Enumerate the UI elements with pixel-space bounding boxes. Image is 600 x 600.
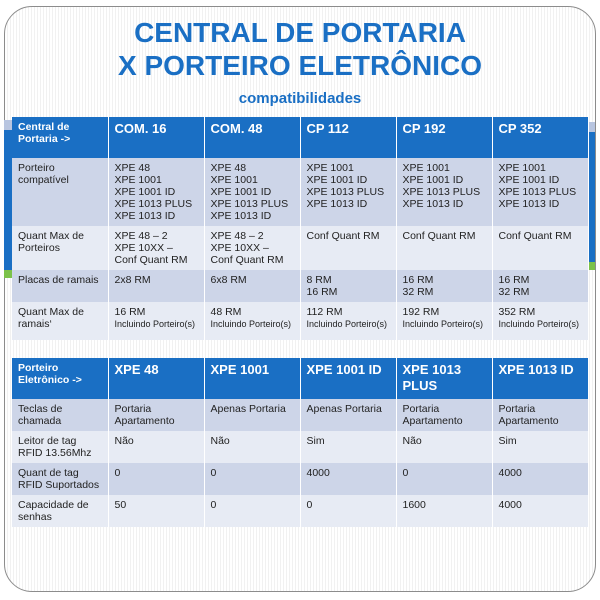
- table-cell: Apenas Portaria: [300, 399, 396, 431]
- table-cell: [204, 226, 300, 270]
- table-cell: 4000: [492, 463, 588, 495]
- central-compatibility-table: [12, 117, 589, 340]
- cell-note: Incluindo Porteiro(s): [114, 319, 196, 329]
- table-cell: [300, 158, 396, 226]
- column-header: CP 112: [300, 117, 396, 158]
- table-cell: Sim: [300, 431, 396, 463]
- row-label: Quant Max de ramais‘: [12, 302, 108, 340]
- cell-line: XPE 1013 ID: [114, 210, 176, 222]
- table-cell: 2x8 RM: [108, 270, 204, 302]
- table-cell: 4000: [300, 463, 396, 495]
- cell-note: Incluindo Porteiro(s): [306, 319, 388, 329]
- cell-line: XPE 1001: [114, 174, 162, 186]
- table-row: [12, 431, 588, 463]
- cell-line: XPE 1001: [402, 162, 450, 174]
- row-label: Placas de ramais: [12, 270, 108, 302]
- row-label: Quant Max de Porteiros: [12, 226, 108, 270]
- table-row: [12, 495, 588, 527]
- table-cell: [396, 302, 492, 340]
- title-line-1: CENTRAL DE PORTARIA: [134, 17, 466, 48]
- cell-line: 352 RM: [498, 306, 536, 318]
- porteiro-features-table: [12, 358, 589, 527]
- cell-line: XPE 1013 PLUS: [306, 186, 385, 198]
- table-row: [12, 302, 588, 340]
- cell-line: XPE 1013 ID: [402, 198, 464, 210]
- cell-note: Incluindo Porteiro(s): [498, 319, 580, 329]
- cell-line: 48 RM: [210, 306, 242, 318]
- column-header: XPE 1001 ID: [300, 358, 396, 399]
- left-accent-bar-top: [4, 120, 12, 130]
- left-accent-bar-green: [4, 270, 12, 278]
- cell-line: 112 RM: [306, 306, 343, 318]
- table-cell: Portaria Apartamento: [108, 399, 204, 431]
- column-header: CP 192: [396, 117, 492, 158]
- column-header: COM. 16: [108, 117, 204, 158]
- column-header: COM. 48: [204, 117, 300, 158]
- table-cell: [300, 302, 396, 340]
- cell-line: XPE 48: [210, 162, 247, 174]
- table-cell: Apenas Portaria: [204, 399, 300, 431]
- cell-note: Incluindo Porteiro(s): [210, 319, 292, 329]
- cell-line: XPE 1001: [210, 174, 258, 186]
- table-row: [12, 226, 588, 270]
- row-label: Quant de tag RFID Suportados: [12, 463, 108, 495]
- cell-line: XPE 1001 ID: [498, 174, 560, 186]
- table-cell: Conf Quant RM: [396, 226, 492, 270]
- cell-line: XPE 1013 ID: [210, 210, 272, 222]
- table-cell: [396, 270, 492, 302]
- table-cell: Conf Quant RM: [492, 226, 588, 270]
- table-cell: [204, 302, 300, 340]
- table-row: [12, 463, 588, 495]
- table-cell: Conf Quant RM: [300, 226, 396, 270]
- cell-line: 16 RM: [498, 274, 530, 286]
- table-cell: [492, 302, 588, 340]
- cell-line: 32 RM: [402, 286, 434, 298]
- cell-line: XPE 1013 ID: [306, 198, 368, 210]
- cell-line: XPE 1001 ID: [402, 174, 464, 186]
- table-cell: [300, 270, 396, 302]
- table-cell: Não: [108, 431, 204, 463]
- cell-line: XPE 1001 ID: [306, 174, 368, 186]
- title-line-2: X PORTEIRO ELETRÔNICO: [117, 50, 483, 81]
- table-cell: 0: [204, 495, 300, 527]
- table-cell: 6x8 RM: [204, 270, 300, 302]
- table-cell: 1600: [396, 495, 492, 527]
- cell-line: XPE 10XX – Conf Quant RM: [210, 242, 284, 266]
- cell-line: XPE 1013 PLUS: [114, 198, 193, 210]
- table-cell: 0: [300, 495, 396, 527]
- table-cell: 0: [396, 463, 492, 495]
- cell-line: 192 RM: [402, 306, 440, 318]
- table-cell: Sim: [492, 431, 588, 463]
- table-row: [12, 399, 588, 431]
- column-header: CP 352: [492, 117, 588, 158]
- cell-line: XPE 48 – 2: [114, 230, 168, 242]
- corner-header: Central de Portaria ->: [12, 117, 108, 158]
- table-header-row: [12, 117, 588, 158]
- table-cell: 0: [204, 463, 300, 495]
- page-subtitle: compatibilidades: [238, 90, 362, 107]
- table-cell: [492, 270, 588, 302]
- cell-line: 32 RM: [498, 286, 530, 298]
- table-cell: [204, 158, 300, 226]
- cell-line: XPE 1013 PLUS: [402, 186, 481, 198]
- cell-line: XPE 48: [114, 162, 151, 174]
- table-cell: Portaria Apartamento: [396, 399, 492, 431]
- table-cell: [108, 226, 204, 270]
- cell-line: 16 RM: [306, 286, 338, 298]
- corner-header: Porteiro Eletrônico ->: [12, 358, 108, 399]
- cell-line: XPE 48 – 2: [210, 230, 264, 242]
- table-cell: Não: [204, 431, 300, 463]
- column-header: XPE 1013 ID: [492, 358, 588, 399]
- left-accent-bar: [4, 130, 12, 270]
- cell-line: 8 RM: [306, 274, 332, 286]
- table-cell: [108, 158, 204, 226]
- table-cell: [492, 158, 588, 226]
- table-cell: 0: [108, 463, 204, 495]
- cell-line: XPE 1013 PLUS: [210, 198, 289, 210]
- row-label: Capacidade de senhas: [12, 495, 108, 527]
- table-cell: Portaria Apartamento: [492, 399, 588, 431]
- column-header: XPE 1001: [204, 358, 300, 399]
- cell-note: Incluindo Porteiro(s): [402, 319, 484, 329]
- table-header-row: [12, 358, 588, 399]
- cell-line: XPE 1013 ID: [498, 198, 560, 210]
- table-row: [12, 270, 588, 302]
- cell-line: XPE 1013 PLUS: [498, 186, 577, 198]
- table-cell: 50: [108, 495, 204, 527]
- cell-line: XPE 1001 ID: [114, 186, 176, 198]
- cell-line: 16 RM: [114, 306, 146, 318]
- column-header: XPE 1013 PLUS: [396, 358, 492, 399]
- cell-line: 16 RM: [402, 274, 434, 286]
- row-label: Porteiro compatível: [12, 158, 108, 226]
- row-label: Teclas de chamada: [12, 399, 108, 431]
- cell-line: XPE 1001 ID: [210, 186, 272, 198]
- table-cell: [108, 302, 204, 340]
- table-cell: Não: [396, 431, 492, 463]
- column-header: XPE 48: [108, 358, 204, 399]
- row-label: Leitor de tag RFID 13.56Mhz: [12, 431, 108, 463]
- table-cell: [396, 158, 492, 226]
- cell-line: XPE 1001: [498, 162, 546, 174]
- cell-line: XPE 1001: [306, 162, 354, 174]
- table-cell: 4000: [492, 495, 588, 527]
- page-title: [0, 16, 600, 82]
- cell-line: XPE 10XX – Conf Quant RM: [114, 242, 188, 266]
- table-row: [12, 158, 588, 226]
